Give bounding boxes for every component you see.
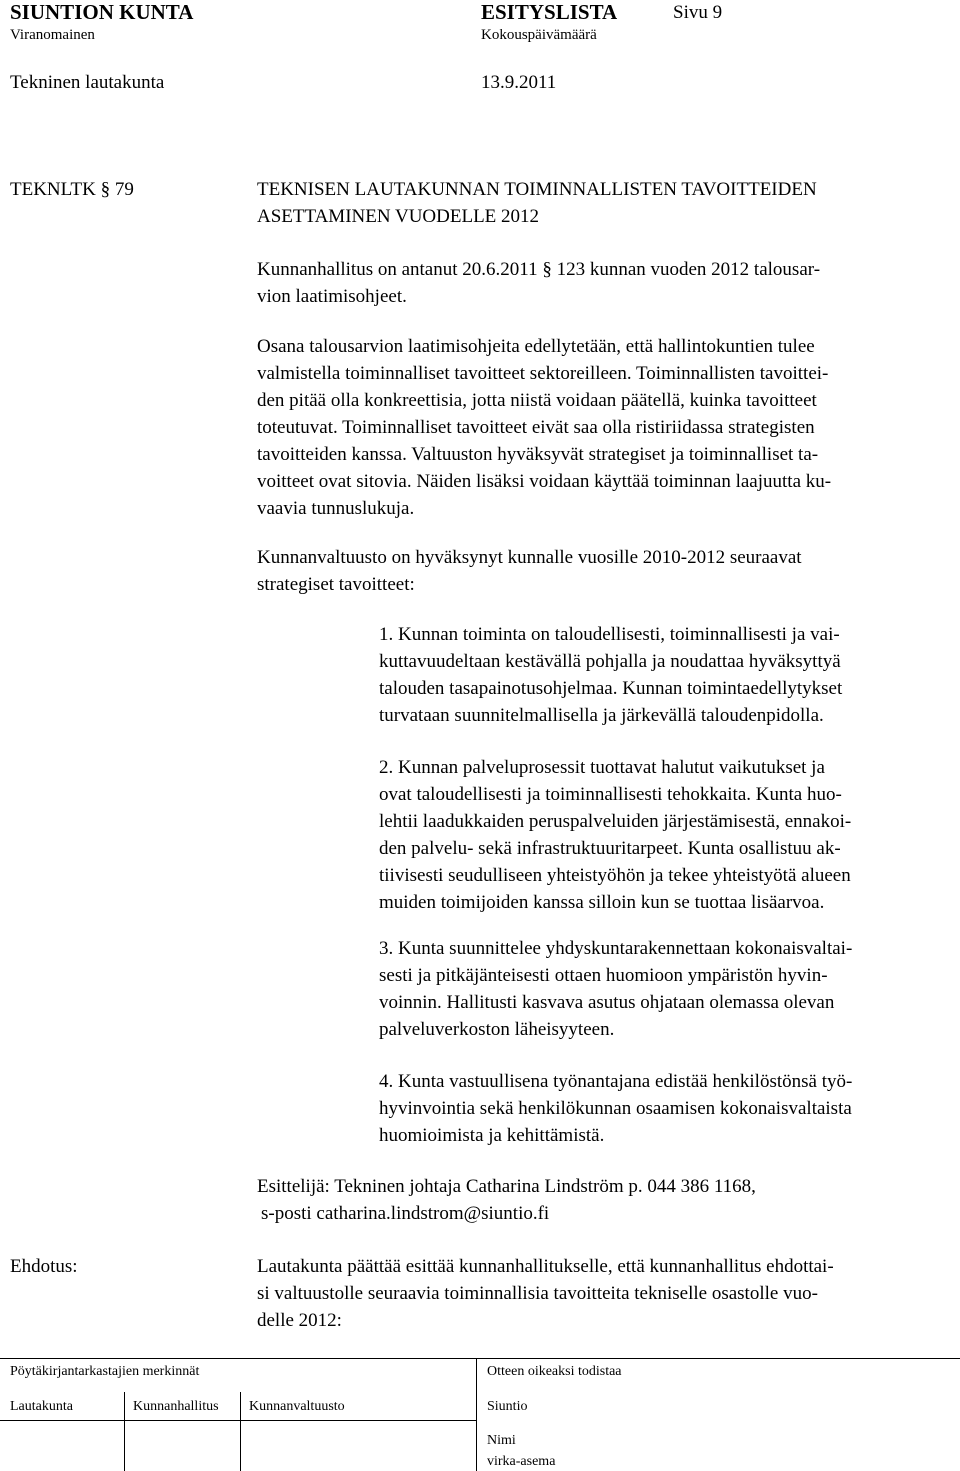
meeting-date: 13.9.2011 xyxy=(481,72,557,93)
text-line: 2. Kunnan palveluprosessit tuottavat halutut vaikutukset ja xyxy=(379,757,825,778)
presenter-line: Esittelijä: Tekninen johtaja Catharina Lindström p. 044 386 1168, xyxy=(257,1176,756,1197)
text-line: delle 2012: xyxy=(257,1310,342,1331)
footer-body-lautakunta: Lautakunta xyxy=(10,1399,73,1414)
certified-copy-label: Otteen oikeaksi todistaa xyxy=(487,1364,622,1379)
text-line: strategiset tavoitteet: xyxy=(257,574,415,595)
presenter-block xyxy=(257,1173,756,1227)
authority-name: Tekninen lautakunta xyxy=(10,72,165,93)
text-line: tavoitteiden kanssa. Valtuuston hyväksyvät strategiset ja toiminnalliset ta- xyxy=(257,444,819,465)
text-line: voinnin. Hallitusti kasvava asutus ohjataan olemassa olevan xyxy=(379,992,835,1013)
paragraph-background xyxy=(257,256,820,310)
section-code: TEKNLTK § 79 xyxy=(10,179,134,200)
text-line: hyvinvointia sekä henkilökunnan osaamisen kokonaisvaltaista xyxy=(379,1098,852,1119)
authority-label: Viranomainen xyxy=(10,27,95,43)
text-line: kuttavuudeltaan kestävällä pohjalla ja noudattaa hyväksyttyä xyxy=(379,651,841,672)
text-line: si valtuustolle seuraavia toiminnallisia tavoitteita tekniselle osastolle vuo- xyxy=(257,1283,818,1304)
text-line: 4. Kunta vastuullisena työnantajana edistää henkilöstönsä työ- xyxy=(379,1071,853,1092)
footer-title-label: virka-asema xyxy=(487,1454,556,1469)
footer-top-rule xyxy=(0,1358,960,1359)
text-line: muiden toimijoiden kanssa silloin kun se tuottaa lisäarvoa. xyxy=(379,892,825,913)
paragraph-instructions xyxy=(257,333,831,522)
text-line: toteutuvat. Toiminnalliset tavoitteet eivät saa olla ristiriidassa strategisten xyxy=(257,417,815,438)
section-title-line: TEKNISEN LAUTAKUNNAN TOIMINNALLISTEN TAVOITTEIDEN xyxy=(257,179,817,200)
text-line: Osana talousarvion laatimisohjeita edellytetään, että hallintokuntien tulee xyxy=(257,336,815,357)
goal-item-4 xyxy=(379,1068,852,1149)
footer-place: Siuntio xyxy=(487,1399,528,1414)
text-line: vion laatimisohjeet. xyxy=(257,286,407,307)
footer-body-kunnanvaltuusto: Kunnanvaltuusto xyxy=(249,1399,345,1414)
footer-signature-rule xyxy=(0,1420,476,1421)
goal-item-1 xyxy=(379,621,842,729)
text-line: 3. Kunta suunnittelee yhdyskuntarakennettaan kokonaisvaltai- xyxy=(379,938,853,959)
section-title xyxy=(257,176,817,230)
text-line: ovat taloudellisesti ja toiminnallisesti tehokkaita. Kunta huo- xyxy=(379,784,842,805)
text-line: 1. Kunnan toiminta on taloudellisesti, toiminnallisesti ja vai- xyxy=(379,624,840,645)
minutes-checkers-label: Pöytäkirjantarkastajien merkinnät xyxy=(10,1364,200,1379)
proposal-text xyxy=(257,1253,834,1334)
text-line: talouden tasapainotusohjelmaa. Kunnan toimintaedellytykset xyxy=(379,678,843,699)
section-title-line: ASETTAMINEN VUODELLE 2012 xyxy=(257,206,540,227)
text-line: turvataan suunnitelmallisella ja järkevällä taloudenpidolla. xyxy=(379,705,824,726)
meeting-date-label: Kokouspäivämäärä xyxy=(481,27,597,43)
footer-name-label: Nimi xyxy=(487,1433,516,1448)
text-line: vaavia tunnuslukuja. xyxy=(257,498,415,519)
paragraph-strategic-intro xyxy=(257,544,802,598)
text-line: lehtii laadukkaiden peruspalveluiden järjestämisestä, ennakoi- xyxy=(379,811,852,832)
proposal-label: Ehdotus: xyxy=(10,1256,78,1277)
text-line: huomioimista ja kehittämistä. xyxy=(379,1125,605,1146)
text-line: voitteet ovat sitovia. Näiden lisäksi voidaan käyttää toiminnan laajuutta ku- xyxy=(257,471,832,492)
text-line: den pitää olla konkreettisia, jotta niistä voidaan päätellä, kuinka tavoitteet xyxy=(257,390,817,411)
footer-signature-divider xyxy=(240,1392,241,1471)
text-line: valmistella toiminnalliset tavoitteet sektoreilleen. Toiminnallisten tavoittei- xyxy=(257,363,829,384)
footer-body-kunnanhallitus: Kunnanhallitus xyxy=(133,1399,219,1414)
goal-item-2 xyxy=(379,754,851,916)
text-line: palveluverkoston läheisyyteen. xyxy=(379,1019,615,1040)
municipality-name: SIUNTION KUNTA xyxy=(10,0,194,24)
text-line: den palvelu- sekä infrastruktuuritarpeet. Kunta osallistuu ak- xyxy=(379,838,841,859)
footer-column-divider xyxy=(476,1358,477,1471)
text-line: Lautakunta päättää esittää kunnanhallitukselle, että kunnanhallitus ehdottai- xyxy=(257,1256,834,1277)
footer-signature-divider xyxy=(124,1392,125,1471)
text-line: tiivisesti seudulliseen yhteistyöhön ja tekee yhteistyötä alueen xyxy=(379,865,851,886)
text-line: Kunnanhallitus on antanut 20.6.2011 § 123 kunnan vuoden 2012 talousar- xyxy=(257,259,821,280)
text-line: Kunnanvaltuusto on hyväksynyt kunnalle vuosille 2010-2012 seuraavat xyxy=(257,547,802,568)
text-line: sesti ja pitkäjänteisesti ottaen huomioon ympäristön hyvin- xyxy=(379,965,828,986)
page-number: Sivu 9 xyxy=(673,2,723,23)
document-type: ESITYSLISTA xyxy=(481,0,618,24)
goal-item-3 xyxy=(379,935,852,1043)
presenter-email: s-posti catharina.lindstrom@siuntio.fi xyxy=(261,1203,550,1224)
